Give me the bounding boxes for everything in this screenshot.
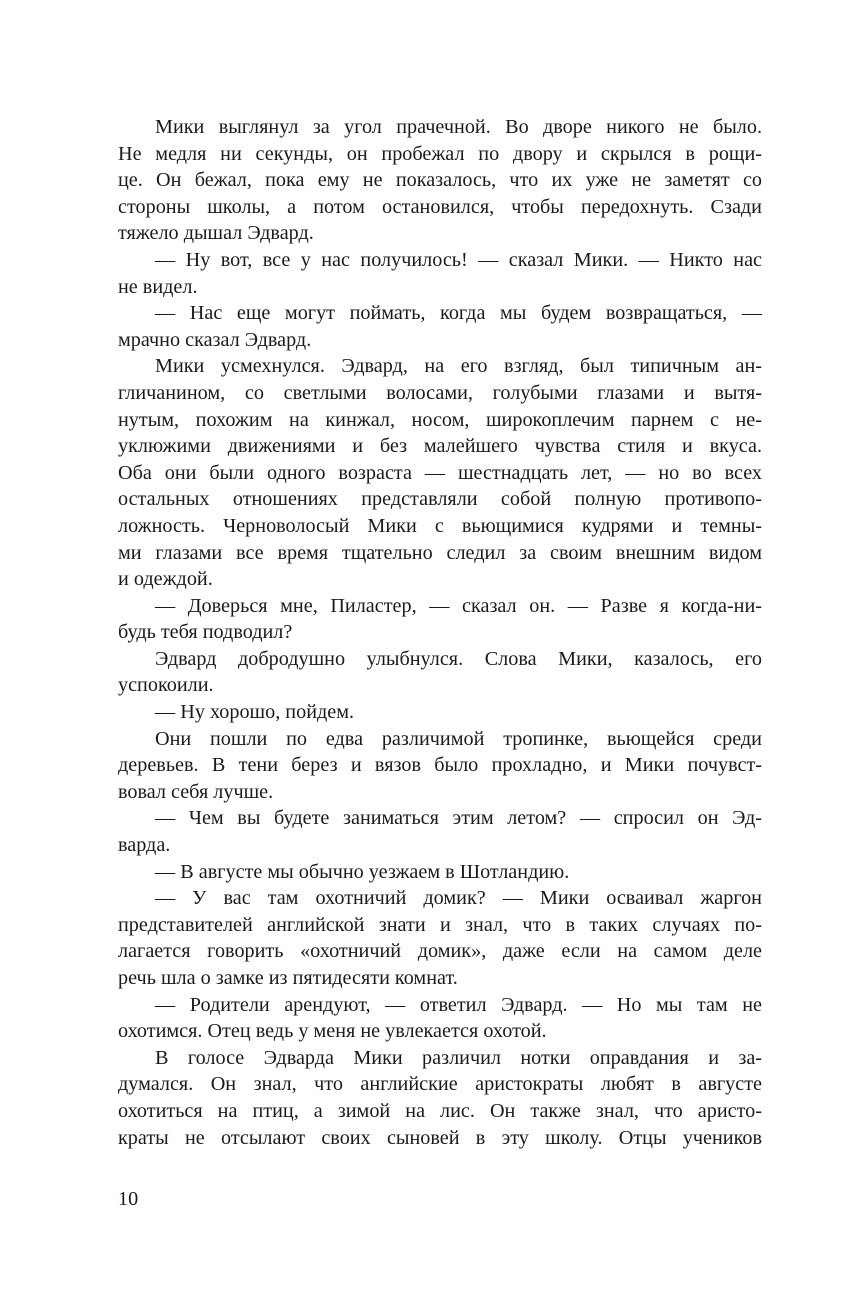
text-line: мрачно сказал Эдвард. [118, 328, 312, 351]
text-line: — В августе мы обычно уезжаем в Шотландию. [155, 860, 570, 883]
text-line: стороны школы, а потом остановился, чтобы передохнуть. Сзади [118, 195, 762, 218]
text-line: будь тебя подводил? [118, 621, 293, 644]
text-line: варда. [118, 834, 171, 857]
text-line: лагается говорить «охотничий домик», даже если на самом деле [118, 940, 762, 963]
text-line: вовал себя лучше. [118, 780, 274, 803]
text-line: ложность. Черноволосый Мики с вьющимися кудрями и темны- [118, 514, 762, 537]
text-line: думался. Он знал, что английские аристократы любят в августе [118, 1073, 762, 1096]
text-line: Мики выглянул за угол прачечной. Во дворе никого не было. [155, 116, 762, 138]
text-line: — Родители арендуют, — ответил Эдвард. — Но мы там не [155, 993, 762, 1016]
text-line: нутым, похожим на кинжал, носом, широкоплечим парнем с не- [118, 408, 762, 431]
text-line: не видел. [118, 275, 198, 298]
text-line: Мики усмехнулся. Эдвард, на его взгляд, был типичным ан- [155, 355, 762, 378]
text-line: — Доверься мне, Пиластер, — сказал он. — Разве я когда-ни- [155, 594, 762, 617]
text-line: и одеждой. [118, 568, 213, 591]
text-line: гличанином, со светлыми волосами, голубыми глазами и вытя- [118, 381, 762, 404]
text-line: охотиться на птиц, а зимой на лис. Он также знал, что аристо- [118, 1099, 762, 1122]
text-line: остальных отношениях представляли собой полную противопо- [118, 488, 762, 511]
text-line: Эдвард добродушно улыбнулся. Слова Мики, казалось, его [155, 647, 762, 670]
text-line: — Чем вы будете заниматься этим летом? — спросил он Эд- [155, 807, 762, 830]
text-line: успокоили. [118, 674, 214, 697]
text-line: уклюжими движениями и без малейшего чувства стиля и вкуса. [118, 435, 762, 458]
text-line: це. Он бежал, пока ему не показалось, что их уже не заметят со [118, 169, 762, 192]
text-line: тяжело дышал Эдвард. [118, 222, 314, 245]
text-line: — Нас еще могут поймать, когда мы будем возвращаться, — [155, 302, 762, 325]
text-line: — У вас там охотничий домик? — Мики осваивал жаргон [155, 887, 762, 910]
page-number: 10 [118, 1188, 139, 1210]
text-line: — Ну вот, все у нас получилось! — сказал Мики. — Никто нас [155, 248, 762, 271]
text-line: — Ну хорошо, пойдем. [155, 701, 355, 724]
text-line: В голосе Эдварда Мики различил нотки оправдания и за- [155, 1046, 762, 1069]
text-line: деревьев. В тени берез и вязов было прохладно, и Мики почувст- [118, 754, 762, 777]
text-line: краты не отсылают своих сыновей в эту школу. Отцы учеников [118, 1126, 762, 1149]
text-line: Оба они были одного возраста — шестнадцать лет, — но во всех [118, 461, 762, 484]
text-line: ми глазами все время тщательно следил за своим внешним видом [118, 541, 762, 564]
text-line: речь шла о замке из пятидесяти комнат. [118, 967, 458, 989]
text-line: Не медля ни секунды, он пробежал по двору и скрылся в рощи- [118, 142, 762, 165]
text-line: охотимся. Отец ведь у меня не увлекается охотой. [118, 1020, 547, 1043]
text-line: представителей английской знати и знал, что в таких случаях по- [118, 913, 762, 936]
body-text [118, 114, 762, 1151]
text-line: Они пошли по едва различимой тропинке, вьющейся среди [155, 727, 762, 750]
